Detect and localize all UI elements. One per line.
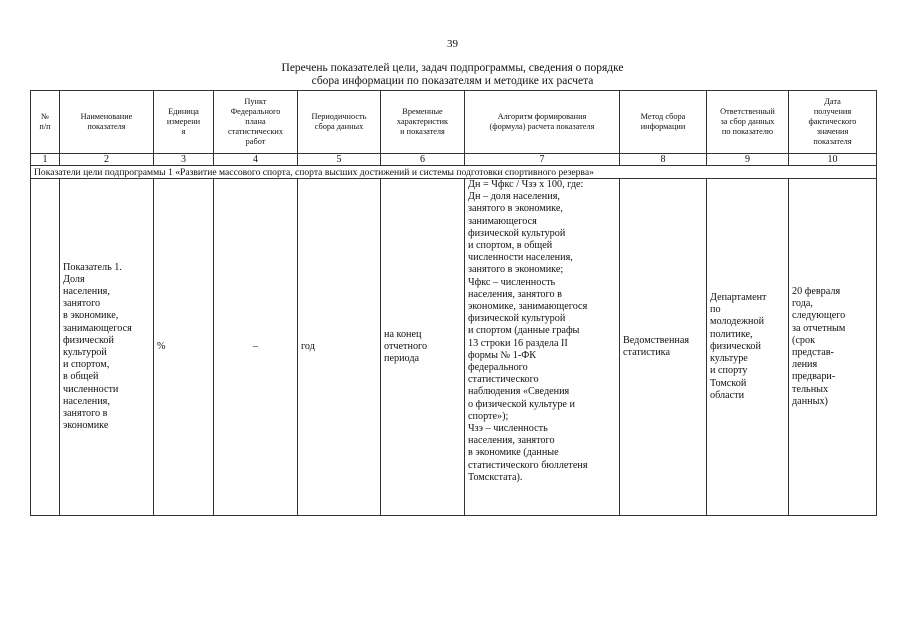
- header-algorithm: Алгоритм формирования (формула) расчета показателя: [465, 91, 620, 154]
- cell-method: Ведомственная статистика: [620, 179, 707, 516]
- header-responsible: Ответственный за сбор данных по показателю: [707, 91, 789, 154]
- header-row: [31, 91, 877, 154]
- document-title: [30, 62, 875, 88]
- cell-time-characteristic: на конец отчетного периода: [381, 179, 465, 516]
- column-number: 3: [154, 154, 214, 166]
- cell-periodicity: год: [298, 179, 381, 516]
- column-number: 10: [789, 154, 877, 166]
- header-name: Наименование показателя: [60, 91, 154, 154]
- table-row: [31, 179, 877, 516]
- column-number-row: [31, 154, 877, 166]
- column-number: 5: [298, 154, 381, 166]
- indicators-table: [30, 90, 877, 516]
- cell-responsible: Департамент по молодежной политике, физической культуре и спорту Томской области: [707, 179, 789, 516]
- column-number: 9: [707, 154, 789, 166]
- column-number: 1: [31, 154, 60, 166]
- cell-plan-item: –: [214, 179, 298, 516]
- title-line-2: сбора информации по показателям и методике их расчета: [311, 75, 594, 87]
- page-number: 39: [447, 38, 458, 50]
- cell-unit: %: [154, 179, 214, 516]
- header-index: № п/п: [31, 91, 60, 154]
- section-title: Показатели цели подпрограммы 1 «Развитие массового спорта, спорта высших достижений и системы подготовки спортивного резерва»: [31, 166, 877, 179]
- header-unit: Единица измерени я: [154, 91, 214, 154]
- cell-algorithm: Дн = Чфкс / Чзэ x 100, где: Дн – доля населения, занятого в экономике, занимающегося физической культурой и спортом, в общей численности населения, занятого в экономике; Чфкс – численность населения, занятого в экономике, занимающегося физической культурой и спортом (данные графы 13 строки 16 раздела II формы № 1-ФК федерального статистического наблюдения «Сведения о физической культуре и спорте»); Чзэ – численность населения, занятого в экономике (данные статистического бюллетеня Томскстата).: [465, 179, 620, 516]
- header-time-characteristic: Временные характеристик и показателя: [381, 91, 465, 154]
- header-method: Метод сбора информации: [620, 91, 707, 154]
- column-number: 4: [214, 154, 298, 166]
- column-number: 2: [60, 154, 154, 166]
- column-number: 7: [465, 154, 620, 166]
- cell-indicator-name: Показатель 1. Доля населения, занятого в экономике, занимающегося физической культурой и спортом, в общей численности населения, занятого в экономике: [60, 179, 154, 516]
- header-periodicity: Периодичность сбора данных: [298, 91, 381, 154]
- column-number: 6: [381, 154, 465, 166]
- cell-index: [31, 179, 60, 516]
- title-line-1: Перечень показателей цели, задач подпрограммы, сведения о порядке: [281, 62, 624, 74]
- header-date: Дата получения фактического значения показателя: [789, 91, 877, 154]
- column-number: 8: [620, 154, 707, 166]
- cell-date: 20 февраля года, следующего за отчетным (срок представ- ления предвари- тельных данных): [789, 179, 877, 516]
- section-row: [31, 166, 877, 179]
- header-plan-item: Пункт Федерального плана статистических работ: [214, 91, 298, 154]
